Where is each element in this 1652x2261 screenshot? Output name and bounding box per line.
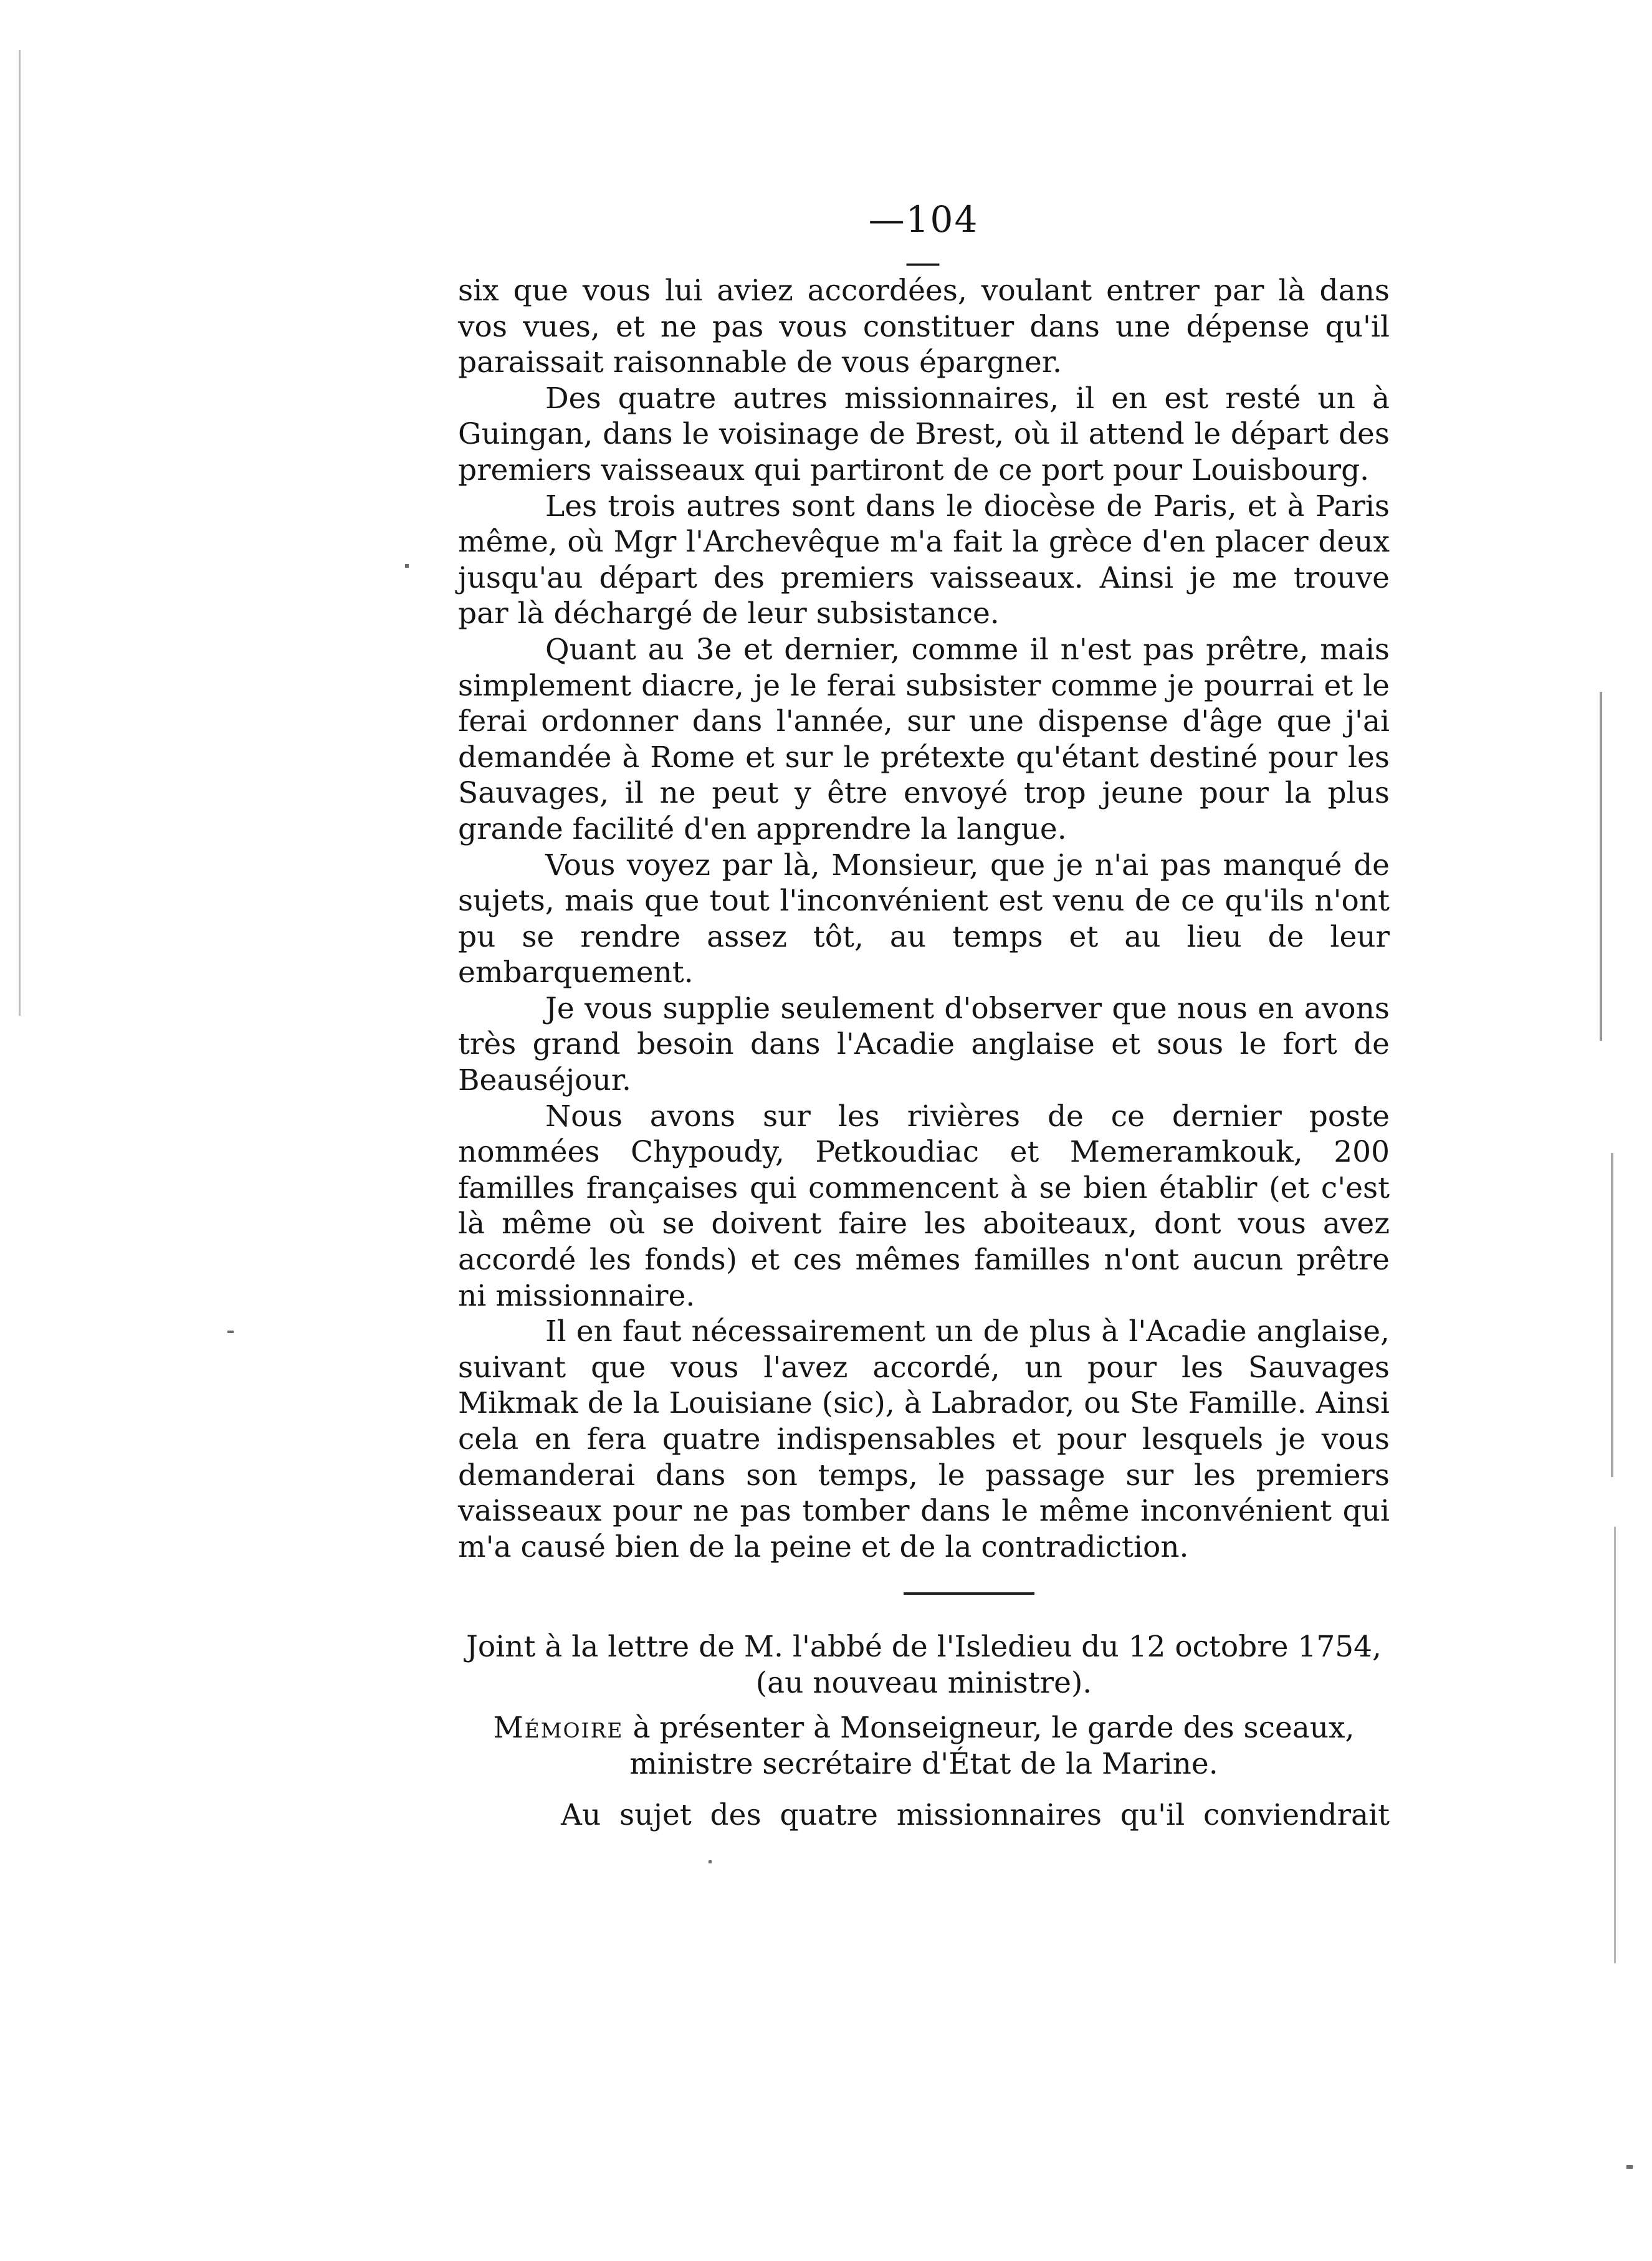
scan-speck (227, 1331, 234, 1333)
paragraph-1: six que vous lui aviez accordées, voulant entrer par là dans vos vues, et ne pas vous constituer dans une dépense qu'il paraissait raisonnable de vous épargner. (458, 274, 1390, 380)
memoire-label: Mémoire (493, 1711, 624, 1745)
left-margin-scan-line (19, 50, 21, 1016)
paragraph-4: Quant au 3e et dernier, comme il n'est pas prêtre, mais simplement diacre, je le ferai subsister comme je pourrai et le ferai ordonner dans l'année, sur une dispense d'âge que j'ai demandée à Rome et sur le prétexte qu'étant destiné pour les Sauvages, il ne peut y être envoyé trop jeune pour la plus grande facilité d'en apprendre la langue. (458, 632, 1390, 846)
paragraph-3: Les trois autres sont dans le diocèse de Paris, et à Paris même, où Mgr l'Archevêque m'a fait la grèce d'en placer deux jusqu'au départ des premiers vaisseaux. Ainsi je me trouve par là déchargé de leur subsistance. (458, 489, 1390, 631)
scan-speck (405, 564, 409, 568)
memoire-title-rest: à présenter à Monseigneur, le garde des sceaux, ministre secrétaire d'État de la Marine. (623, 1711, 1355, 1781)
page-number: —104— (868, 198, 979, 283)
right-margin-scan-line (1611, 1153, 1613, 1477)
paragraph-8: Il en faut nécessairement un de plus à l'Acadie anglaise, suivant que vous l'avez accordé, un pour les Sauvages Mikmak de la Louisiane (sic), à Labrador, ou Ste Famille. Ainsi cela en fera quatre indispensables et pour lesquels je vous demanderai dans son temps, le passage sur les premiers vaisseaux pour ne pas tomber dans le même inconvénient qui m'a causé bien de la peine et de la contradiction. (458, 1314, 1390, 1564)
joint-note: Joint à la lettre de M. l'abbé de l'Isledieu du 12 octobre 1754, (au nouveau ministre). (466, 1630, 1382, 1700)
letter-body (458, 273, 1390, 1565)
memoire-first-line: Au sujet des quatre missionnaires qu'il conviendrait (561, 1798, 1390, 1832)
paragraph-7: Nous avons sur les rivières de ce dernier poste nommées Chypoudy, Petkoudiac et Memeramkouk, 200 familles françaises qui commencent à se bien établir (et c'est là même où se doivent faire les aboiteaux, dont vous avez accordé les fonds) et ces mêmes familles n'ont aucun prêtre ni missionnaire. (458, 1099, 1390, 1313)
scan-speck (709, 1860, 712, 1863)
right-margin-scan-line (1600, 692, 1602, 1041)
memoire-title (458, 1710, 1390, 1782)
right-margin-scan-line (1614, 1527, 1616, 1963)
paragraph-2: Des quatre autres missionnaires, il en est resté un à Guingan, dans le voisinage de Brest, où il attend le départ des premiers vaisseaux qui partiront de ce port pour Louisbourg. (458, 381, 1390, 487)
section-divider (904, 1592, 1034, 1595)
scan-speck (1626, 2165, 1633, 2169)
memoire-heading (458, 1629, 1390, 1782)
paragraph-6: Je vous supplie seulement d'observer que nous en avons très grand besoin dans l'Acadie anglaise et sous le fort de Beauséjour. (458, 991, 1390, 1098)
paragraph-5: Vous voyez par là, Monsieur, que je n'ai pas manqué de sujets, mais que tout l'inconvénient est venu de ce qu'ils n'ont pu se rendre assez tôt, au temps et au lieu de leur embarquement. (458, 848, 1390, 990)
